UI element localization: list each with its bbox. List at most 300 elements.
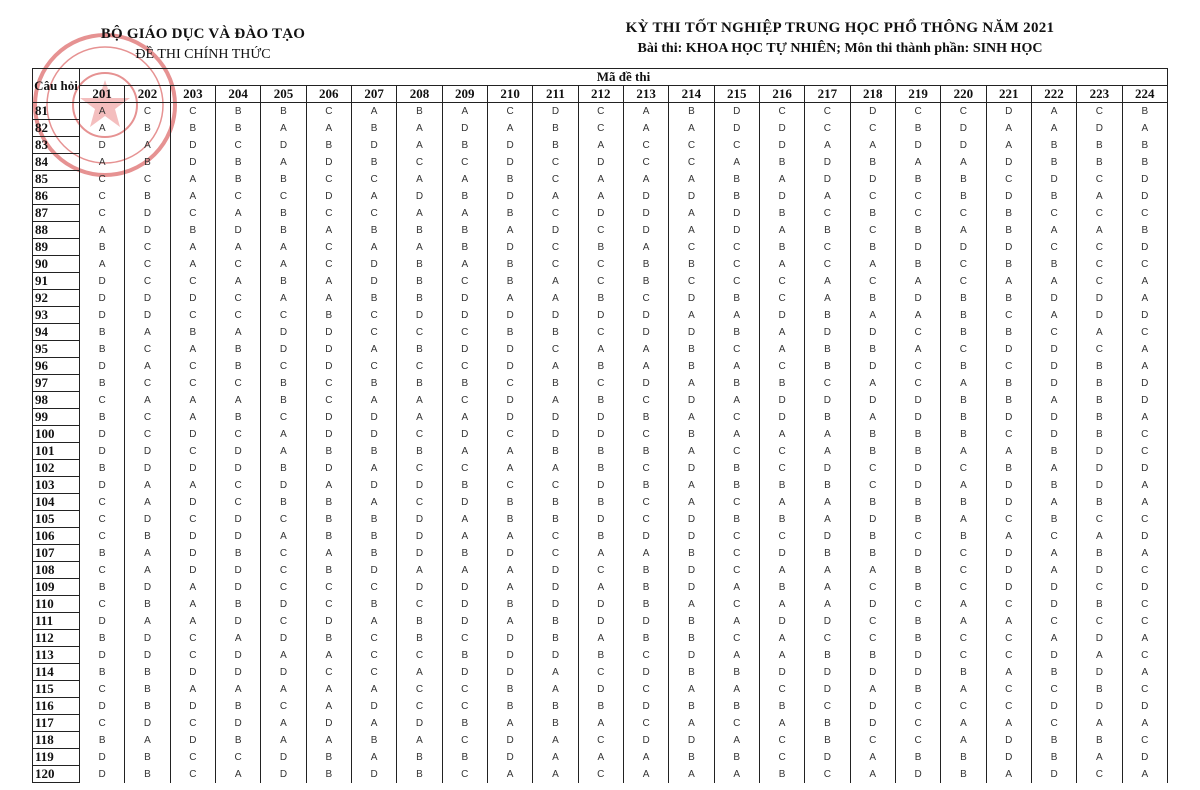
answer-cell: B xyxy=(714,171,759,188)
answer-cell: C xyxy=(215,256,260,273)
answer-cell: A xyxy=(487,120,532,137)
answer-cell: C xyxy=(80,715,125,732)
answer-cell: A xyxy=(125,494,170,511)
answer-cell: C xyxy=(714,545,759,562)
answer-cell: A xyxy=(578,171,623,188)
answer-cell: B xyxy=(805,477,850,494)
answer-cell: D xyxy=(261,324,306,341)
answer-cell: B xyxy=(397,222,442,239)
answer-cell: A xyxy=(941,732,986,749)
answer-cell: C xyxy=(351,205,396,222)
answer-cell: D xyxy=(1031,341,1076,358)
answer-cell: D xyxy=(533,596,578,613)
answer-cell: B xyxy=(215,409,260,426)
answer-cell: C xyxy=(487,103,532,120)
answer-cell: D xyxy=(895,290,940,307)
answer-cell: B xyxy=(397,766,442,783)
answer-cell: A xyxy=(261,528,306,545)
answer-cell: D xyxy=(125,290,170,307)
answer-cell: D xyxy=(80,477,125,494)
answer-cell: B xyxy=(397,256,442,273)
answer-cell: A xyxy=(125,613,170,630)
answer-cell: B xyxy=(895,681,940,698)
answer-cell: B xyxy=(669,358,714,375)
answer-cell: D xyxy=(351,137,396,154)
answer-cell: C xyxy=(850,732,895,749)
header-right xyxy=(520,20,1160,57)
answer-cell: D xyxy=(805,324,850,341)
answer-cell: A xyxy=(1122,664,1167,681)
answer-cell: D xyxy=(986,239,1031,256)
answer-cell: A xyxy=(669,443,714,460)
answer-cell: A xyxy=(1122,290,1167,307)
answer-cell: D xyxy=(669,732,714,749)
answer-cell: C xyxy=(895,103,940,120)
answer-cell: A xyxy=(714,647,759,664)
answer-cell: B xyxy=(578,698,623,715)
answer-cell: C xyxy=(261,613,306,630)
answer-cell: C xyxy=(759,460,804,477)
answer-cell: A xyxy=(669,222,714,239)
answer-cell: C xyxy=(442,732,487,749)
answer-cell: C xyxy=(623,392,668,409)
exam-code-204: 204 xyxy=(215,86,260,103)
answer-cell: C xyxy=(1031,528,1076,545)
answer-cell: B xyxy=(850,494,895,511)
answer-cell: D xyxy=(1077,307,1122,324)
answer-cell: A xyxy=(941,511,986,528)
question-number: 83 xyxy=(33,137,80,154)
answer-cell: A xyxy=(397,239,442,256)
answer-cell: D xyxy=(80,307,125,324)
answer-cell: D xyxy=(442,579,487,596)
answer-cell: B xyxy=(125,749,170,766)
answer-cell: A xyxy=(397,205,442,222)
answer-cell: B xyxy=(941,392,986,409)
answer-cell: A xyxy=(941,613,986,630)
answer-cell: A xyxy=(986,137,1031,154)
answer-cell: D xyxy=(805,392,850,409)
answer-cell: A xyxy=(759,171,804,188)
answer-cell: C xyxy=(170,375,215,392)
answer-cell: B xyxy=(80,375,125,392)
answer-cell: A xyxy=(487,290,532,307)
answer-cell: C xyxy=(759,528,804,545)
answer-cell: D xyxy=(1031,375,1076,392)
answer-cell: B xyxy=(533,698,578,715)
answer-cell: A xyxy=(714,681,759,698)
answer-cell: B xyxy=(125,528,170,545)
answer-cell: A xyxy=(805,188,850,205)
answer-cell: C xyxy=(215,188,260,205)
answer-cell: C xyxy=(1122,426,1167,443)
exam-code-209: 209 xyxy=(442,86,487,103)
answer-cell: C xyxy=(442,154,487,171)
answer-cell: C xyxy=(986,307,1031,324)
question-number: 118 xyxy=(33,732,80,749)
answer-cell: D xyxy=(261,749,306,766)
answer-cell: C xyxy=(170,358,215,375)
table-row xyxy=(33,698,1168,715)
answer-cell: D xyxy=(170,290,215,307)
answer-cell: D xyxy=(578,409,623,426)
answer-cell: C xyxy=(623,426,668,443)
question-number: 110 xyxy=(33,596,80,613)
answer-cell: C xyxy=(1077,613,1122,630)
answer-cell: D xyxy=(125,579,170,596)
answer-cell: B xyxy=(578,494,623,511)
answer-cell: D xyxy=(759,545,804,562)
answer-cell: D xyxy=(850,715,895,732)
answer-cell: C xyxy=(125,341,170,358)
exam-code-206: 206 xyxy=(306,86,351,103)
answer-cell: D xyxy=(623,222,668,239)
answer-cell: A xyxy=(306,273,351,290)
answer-cell: B xyxy=(759,239,804,256)
answer-cell: A xyxy=(80,103,125,120)
answer-cell: C xyxy=(578,324,623,341)
answer-cell: C xyxy=(805,630,850,647)
answer-cell: D xyxy=(170,137,215,154)
question-number: 108 xyxy=(33,562,80,579)
answer-cell: A xyxy=(578,630,623,647)
answer-cell: D xyxy=(669,579,714,596)
answer-cell: D xyxy=(1031,409,1076,426)
question-number: 107 xyxy=(33,545,80,562)
answer-cell: A xyxy=(533,290,578,307)
answer-cell: B xyxy=(442,477,487,494)
answer-cell: D xyxy=(306,715,351,732)
answer-cell: B xyxy=(1122,137,1167,154)
answer-cell: A xyxy=(306,477,351,494)
answer-cell: A xyxy=(714,579,759,596)
exam-code-221: 221 xyxy=(986,86,1031,103)
answer-cell: C xyxy=(442,358,487,375)
question-number: 85 xyxy=(33,171,80,188)
answer-cell: B xyxy=(1031,443,1076,460)
answer-cell: D xyxy=(1031,698,1076,715)
answer-cell: B xyxy=(805,222,850,239)
answer-cell: B xyxy=(986,290,1031,307)
answer-cell: D xyxy=(850,358,895,375)
answer-cell: B xyxy=(125,154,170,171)
answer-cell: B xyxy=(578,392,623,409)
answer-cell: D xyxy=(351,273,396,290)
answer-cell: A xyxy=(850,562,895,579)
answer-cell: B xyxy=(986,222,1031,239)
answer-cell: A xyxy=(1077,749,1122,766)
answer-cell: C xyxy=(125,273,170,290)
answer-cell: A xyxy=(442,103,487,120)
answer-cell: C xyxy=(759,749,804,766)
answer-cell: D xyxy=(669,511,714,528)
answer-cell: C xyxy=(1031,613,1076,630)
answer-cell: C xyxy=(1031,205,1076,222)
answer-cell: C xyxy=(895,375,940,392)
exam-code-203: 203 xyxy=(170,86,215,103)
answer-cell: B xyxy=(714,477,759,494)
answer-cell: B xyxy=(1031,732,1076,749)
answer-cell: A xyxy=(170,171,215,188)
answer-cell: C xyxy=(442,766,487,783)
question-number: 92 xyxy=(33,290,80,307)
answer-cell: A xyxy=(759,647,804,664)
answer-cell: A xyxy=(170,477,215,494)
answer-cell: D xyxy=(895,664,940,681)
answer-cell: B xyxy=(805,732,850,749)
answer-cell: B xyxy=(80,579,125,596)
answer-cell: D xyxy=(1031,766,1076,783)
answer-cell: D xyxy=(215,528,260,545)
answer-cell: C xyxy=(215,290,260,307)
answer-cell: C xyxy=(306,392,351,409)
answer-cell: C xyxy=(1077,766,1122,783)
answer-cell: C xyxy=(215,137,260,154)
answer-cell: C xyxy=(125,375,170,392)
answer-cell: A xyxy=(805,290,850,307)
answer-cell: C xyxy=(578,664,623,681)
answer-cell: C xyxy=(533,477,578,494)
answer-cell: B xyxy=(623,256,668,273)
answer-cell: D xyxy=(941,239,986,256)
answer-cell: D xyxy=(80,647,125,664)
table-row xyxy=(33,664,1168,681)
answer-cell: A xyxy=(805,426,850,443)
answer-cell: D xyxy=(1077,120,1122,137)
answer-cell: B xyxy=(669,426,714,443)
answer-cell: B xyxy=(1122,222,1167,239)
answer-cell: A xyxy=(1031,494,1076,511)
answer-cell: D xyxy=(986,749,1031,766)
answer-cell: B xyxy=(850,647,895,664)
ministry-name: BỘ GIÁO DỤC VÀ ĐÀO TẠO xyxy=(100,26,306,42)
answer-cell: D xyxy=(80,358,125,375)
answer-cell: B xyxy=(442,137,487,154)
answer-cell: B xyxy=(487,324,532,341)
answer-cell: B xyxy=(1031,137,1076,154)
answer-cell: B xyxy=(1077,732,1122,749)
answer-cell: D xyxy=(397,545,442,562)
answer-cell: D xyxy=(850,664,895,681)
table-row xyxy=(33,188,1168,205)
answer-cell: A xyxy=(759,222,804,239)
table-row xyxy=(33,137,1168,154)
answer-cell: A xyxy=(487,766,532,783)
answer-cell: B xyxy=(442,647,487,664)
answer-cell: D xyxy=(805,460,850,477)
table-row xyxy=(33,766,1168,783)
answer-cell: C xyxy=(261,511,306,528)
question-number: 120 xyxy=(33,766,80,783)
answer-cell: C xyxy=(941,698,986,715)
answer-cell: C xyxy=(1031,715,1076,732)
answer-cell: B xyxy=(669,103,714,120)
answer-cell: A xyxy=(1031,120,1076,137)
answer-cell: B xyxy=(1031,511,1076,528)
answer-cell: B xyxy=(351,511,396,528)
answer-cell: D xyxy=(442,341,487,358)
exam-code-208: 208 xyxy=(397,86,442,103)
answer-cell: A xyxy=(487,443,532,460)
answer-cell: D xyxy=(261,664,306,681)
answer-cell: C xyxy=(170,103,215,120)
answer-cell: C xyxy=(80,511,125,528)
answer-cell: A xyxy=(125,562,170,579)
answer-cell: C xyxy=(1122,596,1167,613)
answer-cell: C xyxy=(397,647,442,664)
answer-cell: A xyxy=(397,137,442,154)
answer-cell: B xyxy=(487,681,532,698)
answer-cell: B xyxy=(351,528,396,545)
answer-cell: B xyxy=(578,647,623,664)
answer-cell: B xyxy=(351,375,396,392)
answer-cell: B xyxy=(306,630,351,647)
answer-cell: D xyxy=(351,477,396,494)
answer-cell: A xyxy=(669,409,714,426)
answer-cell: A xyxy=(170,596,215,613)
answer-cell: C xyxy=(351,307,396,324)
answer-cell: B xyxy=(986,256,1031,273)
answer-cell: C xyxy=(623,154,668,171)
answer-cell: D xyxy=(125,222,170,239)
answer-cell: C xyxy=(1122,511,1167,528)
answer-cell: A xyxy=(261,681,306,698)
answer-cell: C xyxy=(986,596,1031,613)
answer-cell: D xyxy=(578,681,623,698)
answer-cell: D xyxy=(623,205,668,222)
answer-cell: B xyxy=(895,120,940,137)
answer-cell: A xyxy=(80,256,125,273)
answer-cell: C xyxy=(850,222,895,239)
answer-cell: A xyxy=(623,749,668,766)
answer-cell: C xyxy=(1122,256,1167,273)
answer-cell: B xyxy=(850,239,895,256)
answer-cell: D xyxy=(805,681,850,698)
answer-cell: A xyxy=(351,715,396,732)
answer-cell: B xyxy=(941,171,986,188)
answer-cell: C xyxy=(1077,205,1122,222)
answer-cell: A xyxy=(1122,341,1167,358)
answer-cell: B xyxy=(533,511,578,528)
answer-cell: C xyxy=(623,290,668,307)
answer-cell: C xyxy=(170,205,215,222)
answer-cell: C xyxy=(306,256,351,273)
answer-cell: C xyxy=(941,341,986,358)
question-number: 98 xyxy=(33,392,80,409)
table-row xyxy=(33,460,1168,477)
table-row xyxy=(33,494,1168,511)
answer-cell: C xyxy=(442,630,487,647)
answer-cell: C xyxy=(895,715,940,732)
answer-cell: A xyxy=(1031,545,1076,562)
answer-cell: B xyxy=(125,596,170,613)
answer-cell: B xyxy=(125,120,170,137)
answer-cell: B xyxy=(487,494,532,511)
answer-cell: C xyxy=(215,494,260,511)
answer-cell: B xyxy=(487,698,532,715)
question-number: 102 xyxy=(33,460,80,477)
answer-cell: B xyxy=(578,239,623,256)
answer-cell: A xyxy=(759,630,804,647)
answer-cell: B xyxy=(805,647,850,664)
answer-cell: C xyxy=(1077,171,1122,188)
answer-cell: D xyxy=(669,324,714,341)
answer-cell: D xyxy=(306,154,351,171)
table-row xyxy=(33,732,1168,749)
answer-cell: C xyxy=(623,647,668,664)
answer-cell: B xyxy=(759,375,804,392)
answer-cell: B xyxy=(623,409,668,426)
answer-cell: A xyxy=(1122,358,1167,375)
answer-cell: C xyxy=(986,426,1031,443)
exam-code-211: 211 xyxy=(533,86,578,103)
answer-cell: A xyxy=(1122,477,1167,494)
answer-cell: D xyxy=(941,137,986,154)
answer-cell: A xyxy=(805,562,850,579)
answer-cell: C xyxy=(261,579,306,596)
answer-cell: A xyxy=(397,392,442,409)
answer-cell: C xyxy=(850,273,895,290)
answer-cell: D xyxy=(759,120,804,137)
answer-cell: A xyxy=(1122,494,1167,511)
answer-cell: C xyxy=(1122,732,1167,749)
answer-cell: C xyxy=(941,205,986,222)
answer-cell: A xyxy=(215,239,260,256)
answer-cell: A xyxy=(805,596,850,613)
answer-cell: C xyxy=(442,273,487,290)
answer-cell: B xyxy=(170,120,215,137)
exam-title: KỲ THI TỐT NGHIỆP TRUNG HỌC PHỔ THÔNG NĂM 2021 xyxy=(625,20,1055,36)
answer-cell: A xyxy=(306,732,351,749)
question-number: 101 xyxy=(33,443,80,460)
answer-cell: D xyxy=(125,715,170,732)
exam-code-220: 220 xyxy=(941,86,986,103)
answer-cell: D xyxy=(1122,392,1167,409)
exam-code-214: 214 xyxy=(669,86,714,103)
answer-cell: D xyxy=(623,613,668,630)
answer-cell: C xyxy=(759,273,804,290)
answer-cell: B xyxy=(125,698,170,715)
question-number: 89 xyxy=(33,239,80,256)
answer-cell: B xyxy=(125,664,170,681)
answer-cell: D xyxy=(986,562,1031,579)
answer-cell: B xyxy=(1031,154,1076,171)
answer-cell: D xyxy=(623,188,668,205)
answer-cell: D xyxy=(125,205,170,222)
answer-cell: A xyxy=(351,239,396,256)
answer-cell: D xyxy=(306,460,351,477)
answer-cell: D xyxy=(261,630,306,647)
answer-cell: D xyxy=(533,579,578,596)
answer-cell: A xyxy=(351,681,396,698)
answer-cell: D xyxy=(986,732,1031,749)
answer-cell: A xyxy=(759,715,804,732)
answer-cell: D xyxy=(850,103,895,120)
answer-cell: C xyxy=(397,681,442,698)
answer-cell: C xyxy=(533,239,578,256)
answer-cell: A xyxy=(714,358,759,375)
answer-cell: C xyxy=(941,647,986,664)
answer-cell: A xyxy=(1031,222,1076,239)
answer-cell: D xyxy=(306,613,351,630)
answer-cell: C xyxy=(759,290,804,307)
answer-cell: A xyxy=(397,562,442,579)
answer-cell: A xyxy=(578,137,623,154)
answer-cell: A xyxy=(125,392,170,409)
answer-cell: A xyxy=(1031,307,1076,324)
answer-cell: A xyxy=(442,205,487,222)
answer-cell: B xyxy=(1122,103,1167,120)
